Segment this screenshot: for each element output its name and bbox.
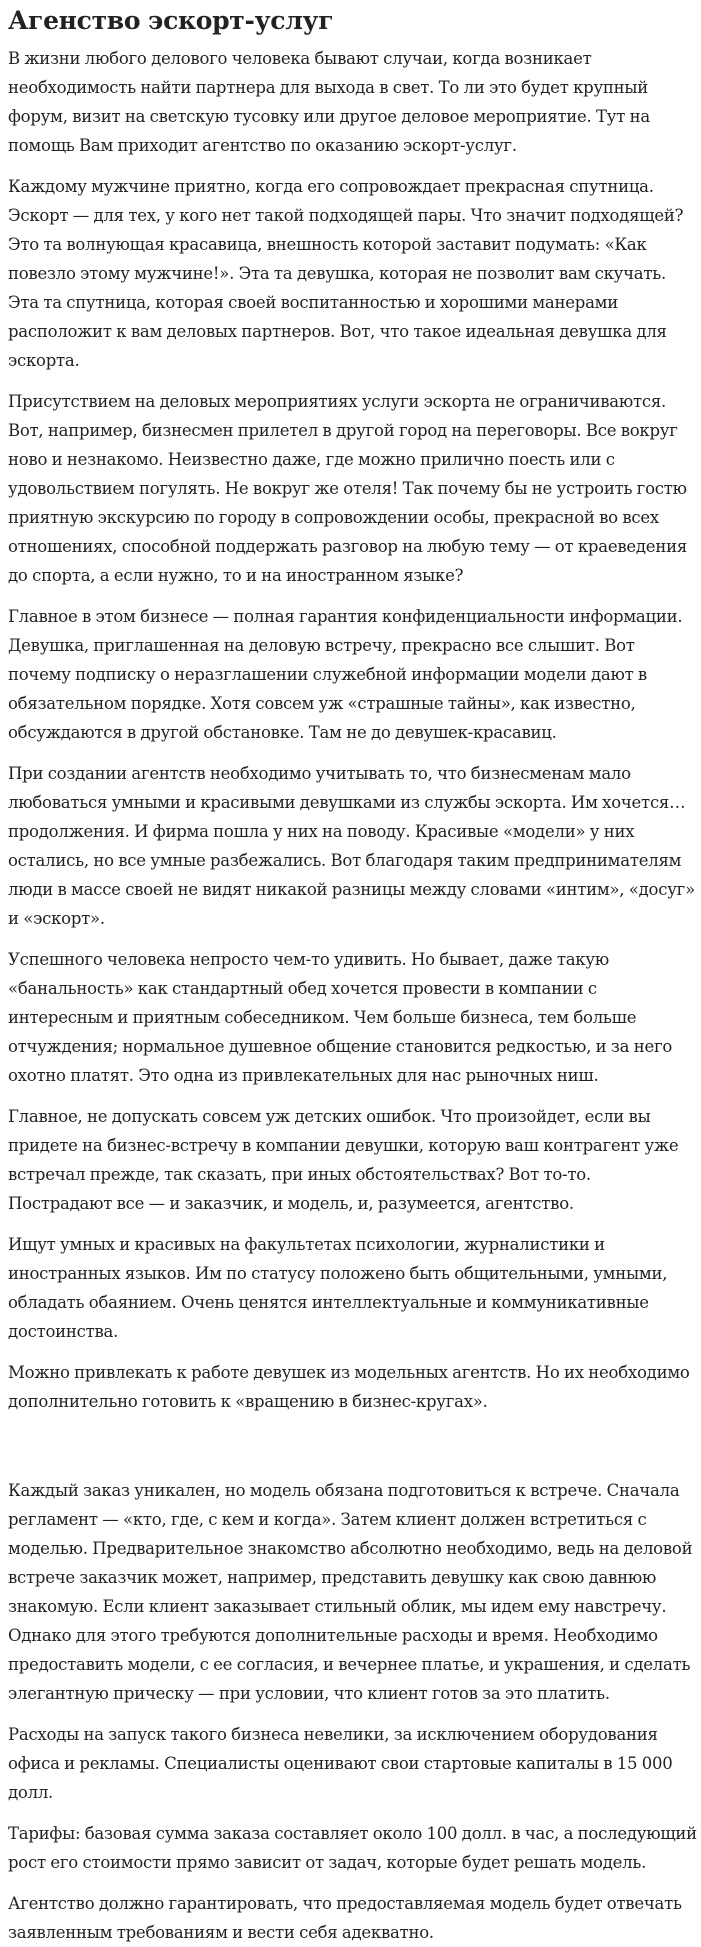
paragraph: Главное, не допускать совсем уж детских ошибок. Что произойдет, если вы придете на бизнес-встречу в компании девушки, которую ваш контрагент уже встречал прежде, так сказать, при иных обстоятельствах? Вот то-то. Пострадают все — и заказчик, и модель, и, разумеется, агентство. [8, 1107, 679, 1213]
paragraph: Каждый заказ уникален, но модель обязана подготовиться к встрече. Сначала регламент — «кто, где, с кем и когда». Затем клиент должен встретиться с моделью. Предварительное знакомство абсолютно необходимо, ведь на деловой встрече заказчик может, например, представить девушку как свою давнюю знакомую. Если клиент заказывает стильный облик, мы идем ему навстречу. Однако для этого требуются дополнительные расходы и время. Необходимо предоставить модели, с ее согласия, и вечернее платье, и украшения, и сделать элегантную прическу — при условии, что клиент готов за это платить. [8, 1481, 693, 1703]
section-gap [8, 1416, 698, 1476]
paragraph: Ищут умных и красивых на факультетах психологии, журналистики и иностранных языков. Им по статусу положено быть общительными, умными, обладать обаянием. Очень ценятся интеллектуальные и коммуникативные достоинства. [8, 1235, 668, 1341]
paragraph: Тарифы: базовая сумма заказа составляет около 100 долл. в час, а последующий рост его стоимости прямо зависит от задач, которые будет решать модель. [8, 1824, 697, 1872]
paragraph: В жизни любого делового человека бывают случаи, когда возникает необходимость найти партнера для выхода в свет. То ли это будет крупный форум, визит на светскую тусовку или другое деловое мероприятие. Тут на помощь Вам приходит агентство по оказанию эскорт-услуг. [8, 49, 650, 155]
paragraph: При создании агентств необходимо учитывать то, что бизнесменам мало любоваться умными и красивыми девушками из службы эскорта. Им хочется… продолжения. И фирма пошла у них на поводу. Красивые «модели» у них остались, но все умные разбежались. Вот благодаря таким предпринимателям люди в массе своей не видят никакой разницы между словами «интим», «досуг» и «эскорт». [8, 764, 695, 928]
paragraph: Успешного человека непросто чем-то удивить. Но бывает, даже такую «банальность» как стандартный обед хочется провести в компании с интересным и приятным собеседником. Чем больше бизнеса, тем больше отчуждения; нормальное душевное общение становится редкостью, и за него охотно платят. Это одна из привлекательных для нас рыночных ниш. [8, 950, 673, 1085]
paragraph: Присутствием на деловых мероприятиях услуги эскорта не ограничиваются. Вот, например, бизнесмен прилетел в другой город на переговоры. Все вокруг ново и незнакомо. Неизвестно даже, где можно прилично поесть или с удовольствием погулять. Не вокруг же отеля! Так почему бы не устроить гостю приятную экскурсию по городу в сопровождении особы, прекрасной во всех отношениях, способной поддержать разговор на любую тему — от краеведения до спорта, а если нужно, то и на иностранном языке? [8, 392, 687, 585]
paragraph: Каждому мужчине приятно, когда его сопровождает прекрасная спутница. Эскорт — для тех, у кого нет такой подходящей пары. Что значит подходящей? Это та волнующая красавица, внешность которой заставит подумать: «Как повезло этому мужчине!». Эта та девушка, которая не позволит вам скучать. Эта та спутница, которая своей воспитанностью и хорошими манерами расположит к вам деловых партнеров. Вот, что такое идеальная девушка для эскорта. [8, 177, 684, 370]
paragraph: Можно привлекать к работе девушек из модельных агентств. Но их необходимо дополнительно готовить к «вращению в бизнес-кругах». [8, 1363, 690, 1411]
article-title: Агенство эскорт-услуг [8, 6, 334, 35]
paragraph: Главное в этом бизнесе — полная гарантия конфиденциальности информации. Девушка, приглашенная на деловую встречу, прекрасно все слышит. Вот почему подписку о неразглашении служебной информации модели дают в обязательном порядке. Хотя совсем уж «страшные тайны», как известно, обсуждаются в другой обстановке. Там не до девушек-красавиц. [8, 607, 683, 742]
paragraph: Агентство должно гарантировать, что предоставляемая модель будет отвечать заявленным требованиям и вести себя адекватно. [8, 1894, 682, 1942]
article-body-top [8, 44, 698, 1416]
paragraph: Расходы на запуск такого бизнеса невелики, за исключением оборудования офиса и рекламы. Специалисты оценивают свои стартовые капиталы в 15 000 долл. [8, 1725, 673, 1802]
article-body-bottom [8, 1476, 698, 1947]
article [8, 0, 698, 1947]
